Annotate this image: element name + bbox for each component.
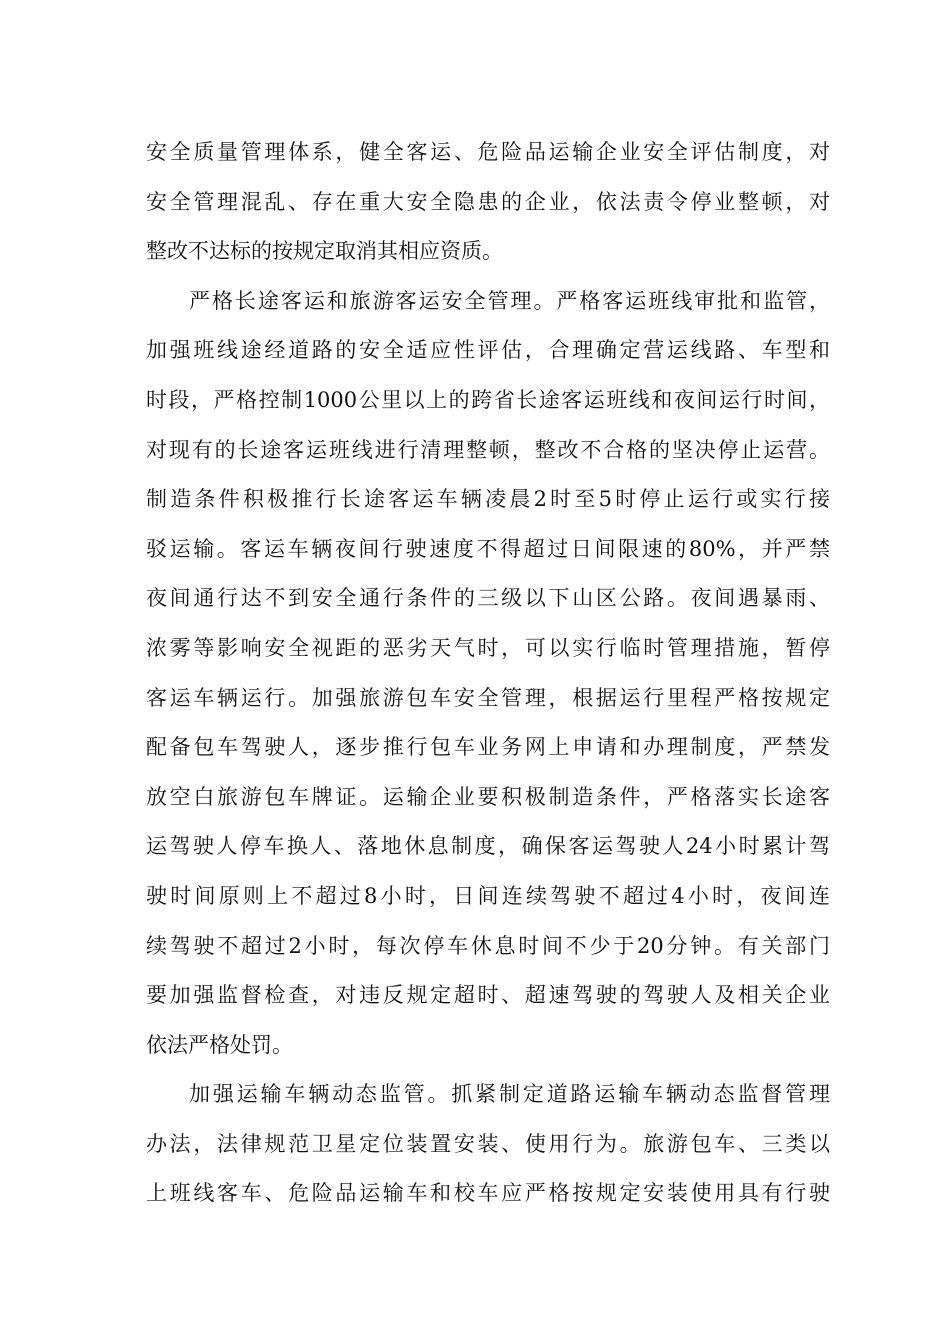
text-line: 夜间通行达不到安全通行条件的三级以下山区公路。夜间遇暴雨、 bbox=[146, 586, 830, 611]
text-line: 驳运输。客运车辆夜间行驶速度不得超过日间限速的80%，并严禁 bbox=[146, 536, 830, 561]
text-line: 加强班线途经道路的安全适应性评估，合理确定营运线路、车型和 bbox=[146, 338, 830, 363]
text-line: 对现有的长途客运班线进行清理整顿，整改不合格的坚决停止运营。 bbox=[146, 437, 830, 462]
text-line: 安全质量管理体系，健全客运、危险品运输企业安全评估制度，对 bbox=[146, 140, 830, 164]
text-line: 时段，严格控制1000公里以上的跨省长途客运班线和夜间运行时间， bbox=[146, 387, 830, 412]
text-line: 办法，法律规范卫星定位装置安装、使用行为。旅游包车、三类以 bbox=[146, 1131, 830, 1156]
text-line: 浓雾等影响安全视距的恶劣天气时，可以实行临时管理措施，暂停 bbox=[146, 635, 830, 660]
text-line: 要加强监督检查，对违反规定超时、超速驾驶的驾驶人及相关企业 bbox=[146, 983, 830, 1008]
document-body bbox=[146, 128, 830, 1219]
text-line: 客运车辆运行。加强旅游包车安全管理，根据运行里程严格按规定 bbox=[146, 685, 830, 710]
text-line: 配备包车驾驶人，逐步推行包车业务网上申请和办理制度，严禁发 bbox=[146, 735, 830, 760]
text-line: 制造条件积极推行长途客运车辆凌晨2时至5时停止运行或实行接 bbox=[146, 487, 830, 512]
text-line: 整改不达标的按规定取消其相应资质。 bbox=[146, 239, 503, 264]
text-line: 运驾驶人停车换人、落地休息制度，确保客运驾驶人24小时累计驾 bbox=[146, 834, 830, 859]
text-line: 驶时间原则上不超过8小时，日间连续驾驶不超过4小时，夜间连 bbox=[146, 883, 830, 908]
text-line: 安全管理混乱、存在重大安全隐患的企业，依法责令停业整顿，对 bbox=[146, 189, 830, 214]
text-line: 续驾驶不超过2小时，每次停车休息时间不少于20分钟。有关部门 bbox=[146, 933, 830, 958]
text-line: 严格长途客运和旅游客运安全管理。严格客运班线审批和监管， bbox=[189, 288, 830, 313]
text-line: 依法严格处罚。 bbox=[146, 1032, 293, 1057]
text-line: 上班线客车、危险品运输车和校车应严格按规定安装使用具有行驶 bbox=[146, 1181, 830, 1206]
text-line: 加强运输车辆动态监管。抓紧制定道路运输车辆动态监督管理 bbox=[189, 1082, 830, 1107]
text-line: 放空白旅游包车牌证。运输企业要积极制造条件，严格落实长途客 bbox=[146, 784, 830, 809]
